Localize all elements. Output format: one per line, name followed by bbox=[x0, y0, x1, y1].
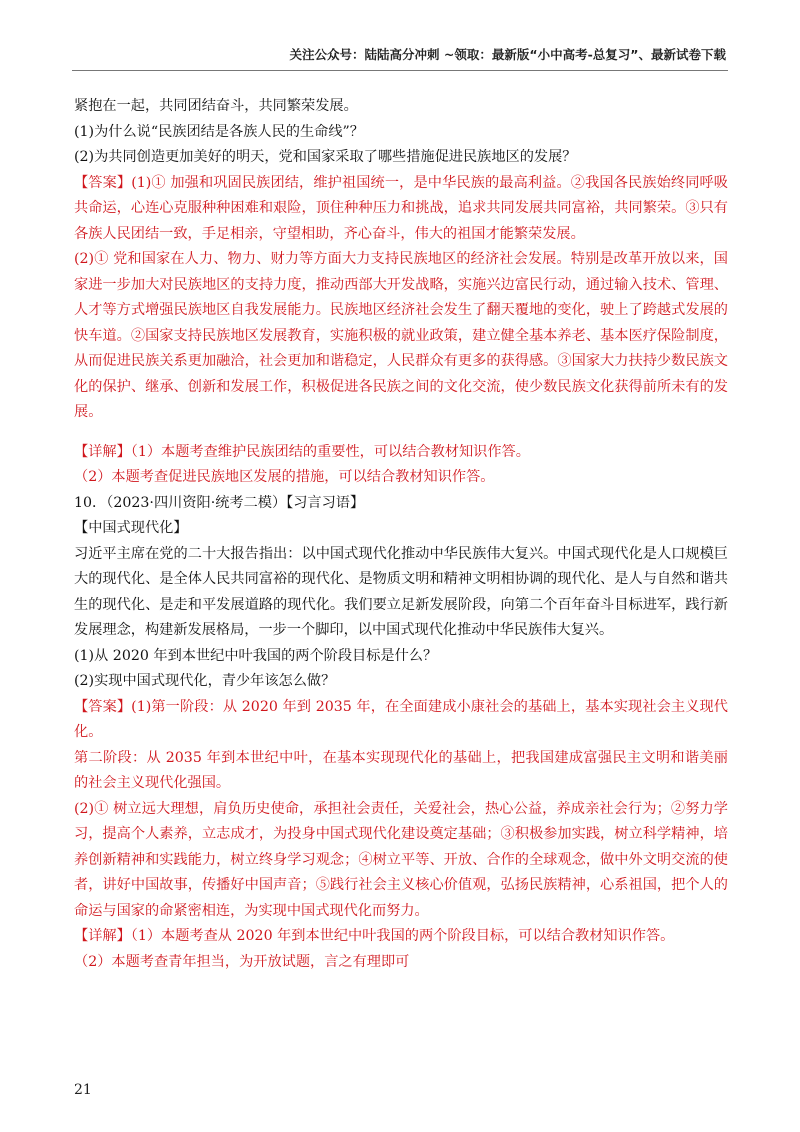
question-1-1: (1)为什么说“民族团结是各族人民的生命线”？ bbox=[74, 123, 364, 140]
explanation-1-1: 【详解】（1）本题考查维护民族团结的重要性，可以结合教材知识作答。 bbox=[74, 443, 530, 460]
answer-10-1a: 【答案】(1)第一阶段：从 2020 年到 2035 年，在全面建成小康社会的基础上，基本实现社会主义现代化。 bbox=[74, 698, 728, 740]
page-number: 21 bbox=[74, 1082, 92, 1098]
document-body bbox=[74, 94, 728, 975]
answer-10-1b: 第二阶段：从 2035 年到本世纪中叶，在基本实现现代化的基础上，把我国建成富强民主文明和谐美丽的社会主义现代化强国。 bbox=[74, 749, 728, 791]
explanation-1-2: （2）本题考查促进民族地区发展的措施，可以结合教材知识作答。 bbox=[74, 469, 495, 485]
answer-1-2: (2)① 党和国家在人力、物力、财力等方面大力支持民族地区的经济社会发展。特别是改革开放以来，国家进一步加大对民族地区的支持力度，推动西部大开发战略，实施兴边富民行动，通过输入技术、管理、人才等方式增强民族地区自我发展能力。民族地区经济社会发生了翻天覆地的变化，驶上了跨越式发展的快车道。②国家支持民族地区发展教育，实施积极的就业政策，建立健全基本养老、基本医疗保险制度，从而促进民族关系更加融洽，社会更加和谐稳定，人民群众有更多的获得感。③国家大力扶持少数民族文化的保护、继承、创新和发展工作，积极促进各民族之间的文化交流，使少数民族文化获得前所未有的发展。 bbox=[74, 251, 728, 420]
question-10-heading: 10．（2023·四川资阳·统考二模）【习言习语】 bbox=[74, 494, 365, 511]
section-label: 【中国式现代化】 bbox=[74, 520, 188, 536]
question-10-2: (2)实现中国式现代化，青少年该怎么做？ bbox=[74, 673, 336, 689]
answer-1-1: 【答案】(1)① 加强和巩固民族团结，维护祖国统一，是中华民族的最高利益。②我国各民族始终同呼吸共命运，心连心克服种种困难和艰险，顶住种种压力和挑战，追求共同发展共同富裕，共同繁荣。③只有各族人民团结一致，手足相亲，守望相助，齐心奋斗，伟大的祖国才能繁荣发展。 bbox=[74, 174, 728, 242]
question-1-2: (2)为共同创造更加美好的明天，党和国家采取了哪些措施促进民族地区的发展？ bbox=[74, 149, 577, 165]
paragraph: 紧抱在一起，共同团结奋斗，共同繁荣发展。 bbox=[74, 98, 358, 114]
spacer bbox=[74, 426, 728, 440]
explanation-10-1: 【详解】（1）本题考查从 2020 年到本世纪中叶我国的两个阶段目标，可以结合教材知识作答。 bbox=[74, 928, 675, 944]
header-divider bbox=[72, 70, 728, 71]
material-paragraph: 习近平主席在党的二十大报告指出：以中国式现代化推动中华民族伟大复兴。中国式现代化是人口规模巨大的现代化、是全体人民共同富裕的现代化、是物质文明和精神文明相协调的现代化、是人与自然和谐共生的现代化、是走和平发展道路的现代化。我们要立足新发展阶段，向第二个百年奋斗目标进军，践行新发展理念，构建新发展格局，一步一个脚印，以中国式现代化推动中华民族伟大复兴。 bbox=[74, 545, 728, 638]
answer-10-2: (2)① 树立远大理想，肩负历史使命，承担社会责任，关爱社会，热心公益，养成亲社会行为；②努力学习，提高个人素养，立志成才，为投身中国式现代化建设奠定基础；③积极参加实践，树立科学精神，培养创新精神和实践能力，树立终身学习观念；④树立平等、开放、合作的全球观念，做中外文明交流的使者，讲好中国故事，传播好中国声音；⑤践行社会主义核心价值观，弘扬民族精神，心系祖国，把个人的命运与国家的命紧密相连，为实现中国式现代化而努力。 bbox=[74, 800, 728, 919]
question-10-1: (1)从 2020 年到本世纪中叶我国的两个阶段目标是什么？ bbox=[74, 647, 438, 664]
explanation-10-2: （2）本题考查青年担当，为开放试题，言之有理即可 bbox=[74, 953, 410, 970]
page-header: 关注公众号：陆陆高分冲刺 ~领取：最新版“小中高考-总复习”、最新试卷下载 bbox=[289, 47, 726, 62]
